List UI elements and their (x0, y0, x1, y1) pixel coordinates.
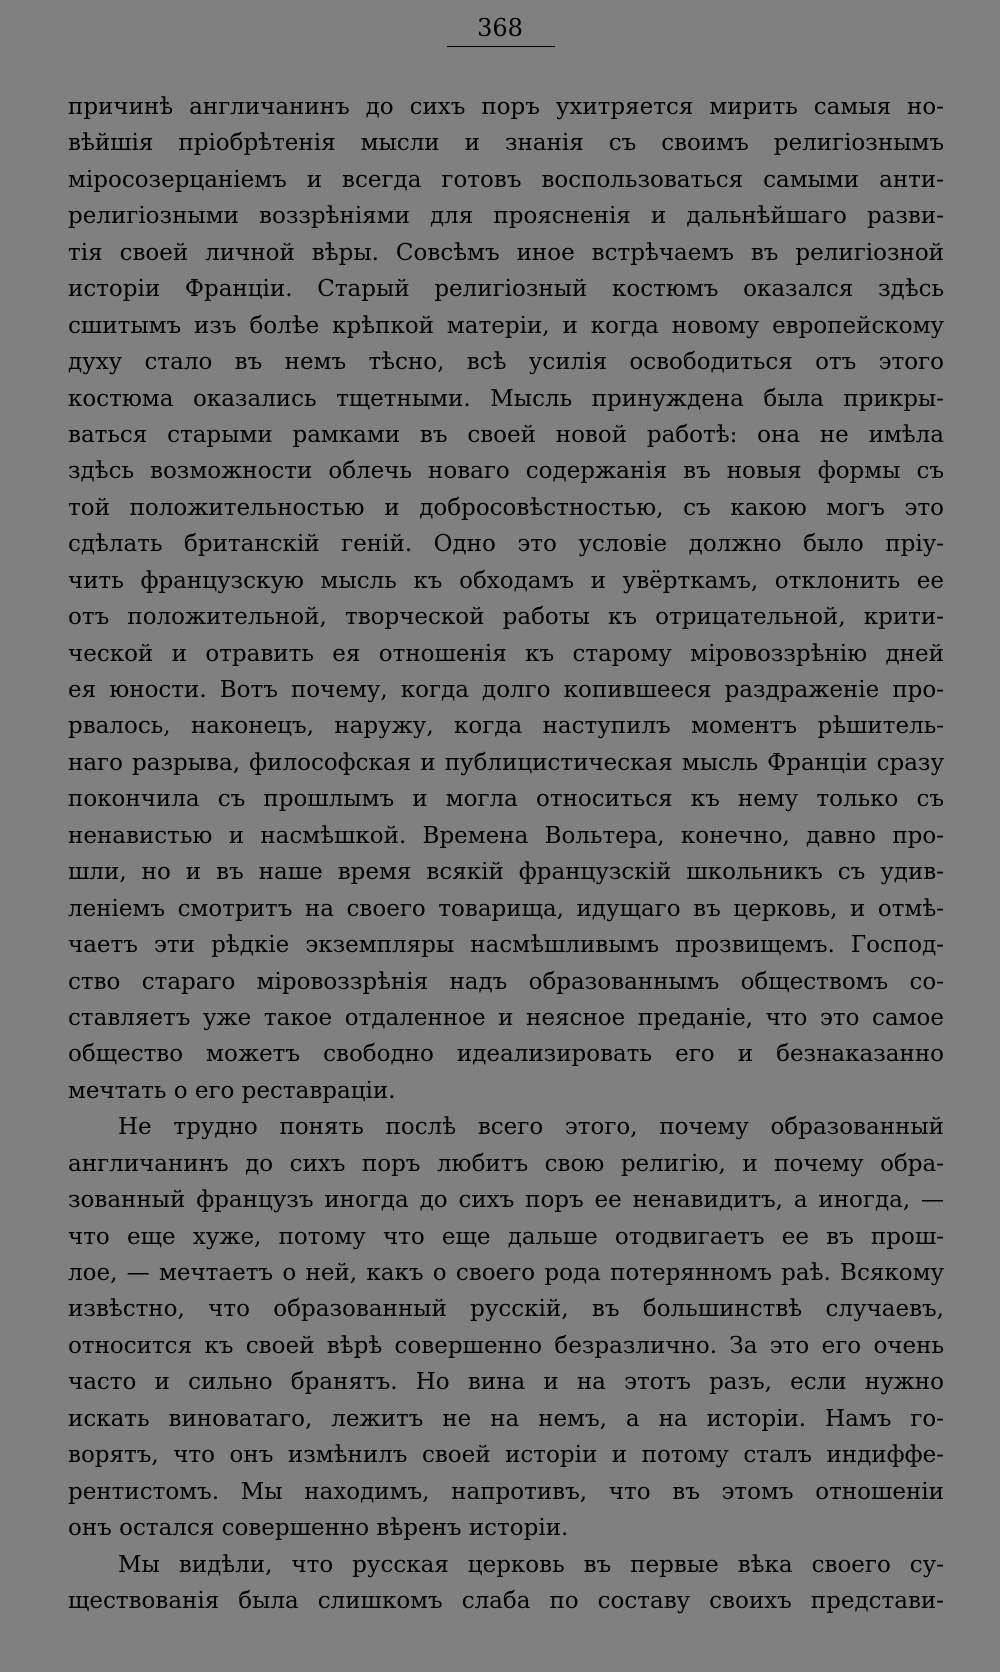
text-line: шли, но и въ наше время всякій французскій школьникъ съ удив- (68, 859, 944, 886)
header-rule (447, 46, 555, 47)
text-line: костюма оказались тщетными. Мысль принуждена была прикры- (68, 385, 944, 412)
text-line: извѣстно, что образованный русскій, въ большинствѣ случаевъ, (68, 1296, 944, 1323)
text-line: ставляетъ уже такое отдаленное и неясное преданіе, что это самое (68, 1004, 944, 1031)
text-line: рвалось, наконецъ, наружу, когда наступилъ моментъ рѣшитель- (68, 713, 944, 740)
text-line: наго разрыва, философская и публицистическая мысль Франціи сразу (68, 749, 944, 776)
text-line: сдѣлать британскій геній. Одно это условіе должно было пріу- (68, 531, 944, 558)
text-line: что еще хуже, потому что еще дальше отодвигаетъ ее въ прош- (68, 1223, 944, 1250)
text-line: ненавистью и насмѣшкой. Времена Вольтера, конечно, давно про- (68, 822, 944, 849)
text-line: англичанинъ до сихъ поръ любитъ свою религію, и почему обра- (68, 1150, 944, 1177)
text-line: онъ остался совершенно вѣренъ исторіи. (68, 1515, 569, 1542)
text-line: причинѣ англичанинъ до сихъ поръ ухитряется мирить самыя но- (68, 94, 944, 120)
text-line: лое, — мечтаетъ о ней, какъ о своего рода потерянномъ раѣ. Всякому (68, 1260, 944, 1286)
body-text (68, 89, 944, 1619)
text-line: отъ положительной, творческой работы къ отрицательной, крити- (68, 604, 944, 631)
text-line: ществованія была слишкомъ слаба по составу своихъ представи- (68, 1587, 944, 1614)
text-line: чаетъ эти рѣдкіе экземпляры насмѣшливымъ прозвищемъ. Господ- (68, 932, 944, 959)
text-line: ворятъ, что онъ измѣнилъ своей исторіи и потому сталъ индиффе- (68, 1442, 944, 1469)
text-line: ея юности. Вотъ почему, когда долго копившееся раздраженіе про- (68, 677, 944, 703)
text-line: религіозными воззрѣніями для проясненія и дальнѣйшаго разви- (68, 203, 944, 230)
text-line: общество можетъ свободно идеализировать его и безнаказанно (68, 1041, 944, 1068)
page-number: 368 (477, 14, 523, 42)
text-line: ваться старыми рамками въ своей новой работѣ: она не имѣла (68, 421, 944, 448)
text-line: чить французскую мысль къ обходамъ и увёрткамъ, отклонить ее (68, 567, 944, 594)
text-line: Мы видѣли, что русская церковь въ первые вѣка своего су- (118, 1551, 944, 1578)
text-line: Не трудно понять послѣ всего этого, почему образованный (118, 1114, 944, 1141)
text-line: искать виноватаго, лежитъ не на немъ, а на исторіи. Намъ го- (68, 1405, 944, 1432)
text-line: ство стараго міровоззрѣнія надъ образованнымъ обществомъ со- (68, 968, 944, 995)
text-line: покончила съ прошлымъ и могла относиться къ нему только съ (68, 786, 944, 813)
text-line: исторіи Франціи. Старый религіозный костюмъ оказался здѣсь (68, 276, 944, 303)
text-line: относится къ своей вѣрѣ совершенно безразлично. За это его очень (68, 1332, 944, 1359)
text-line: мечтать о его реставраціи. (68, 1077, 396, 1104)
text-line: тія своей личной вѣры. Совсѣмъ иное встрѣчаемъ въ религіозной (68, 239, 944, 266)
text-line: духу стало въ немъ тѣсно, всѣ усилія освободиться отъ этого (68, 349, 944, 376)
text-line: зованный французъ иногда до сихъ поръ ее ненавидитъ, а иногда, — (68, 1187, 944, 1214)
text-line: той положительностью и добросовѣстностью, съ какою могъ это (68, 494, 944, 521)
text-line: сшитымъ изъ болѣе крѣпкой матеріи, и когда новому европейскому (68, 312, 944, 339)
text-line: вѣйшія пріобрѣтенія мысли и знанія съ своимъ религіознымъ (68, 130, 944, 157)
text-line: здѣсь возможности облечь новаго содержанія въ новыя формы съ (68, 458, 944, 485)
text-line: ческой и отравить ея отношенія къ старому міровоззрѣнію дней (68, 640, 944, 667)
text-line: міросозерцаніемъ и всегда готовъ воспользоваться самыми анти- (68, 166, 944, 193)
text-line: рентистомъ. Мы находимъ, напротивъ, что въ этомъ отношеніи (68, 1478, 944, 1505)
text-line: часто и сильно бранятъ. Но вина и на этотъ разъ, если нужно (68, 1369, 944, 1396)
text-line: леніемъ смотритъ на своего товарища, идущаго въ церковь, и отмѣ- (68, 895, 944, 922)
